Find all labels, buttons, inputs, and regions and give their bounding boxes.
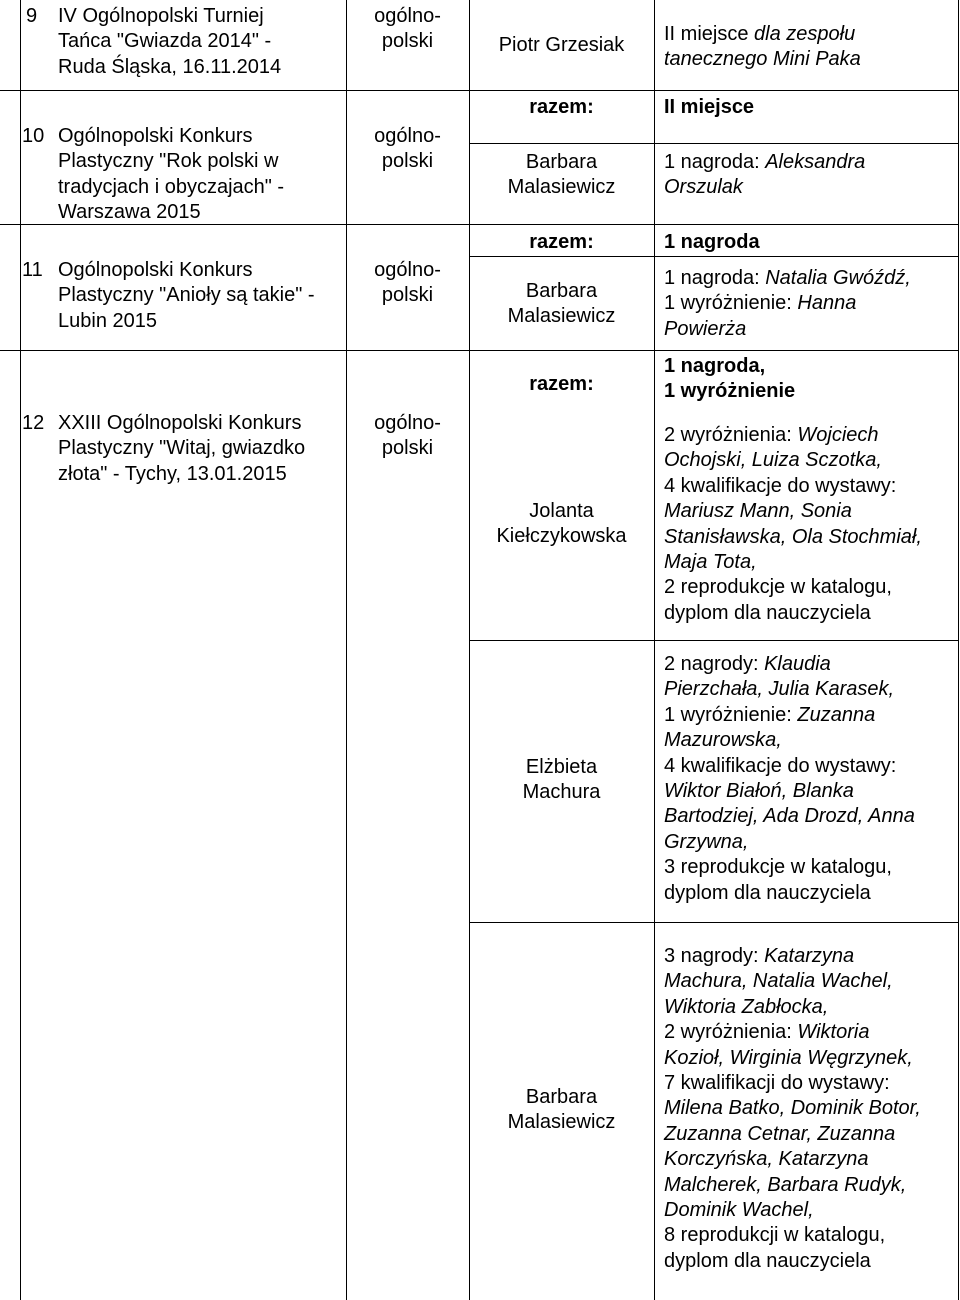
row-number: 11 bbox=[22, 259, 43, 281]
row-number: 9 bbox=[26, 5, 38, 27]
teacher-name: Elżbieta Machura bbox=[522, 756, 601, 804]
teacher-name: Barbara Malasiewicz bbox=[507, 151, 616, 199]
teacher-name: Jolanta Kiełczykowska bbox=[496, 500, 627, 548]
grid-line bbox=[469, 143, 959, 144]
result-text: II miejsce dla zespołu tanecznego Mini Paka bbox=[664, 23, 861, 71]
grid-line bbox=[469, 256, 959, 257]
summary-result: 1 nagroda bbox=[664, 231, 760, 253]
summary-label: razem: bbox=[529, 373, 594, 395]
teacher-name: Barbara Malasiewicz bbox=[507, 280, 616, 328]
grid-line bbox=[958, 0, 959, 1300]
event-name: Ogólnopolski Konkurs Plastyczny "Rok polski w tradycjach i obyczajach" - Warszawa 2015 bbox=[58, 125, 285, 224]
grid-line bbox=[346, 0, 347, 1300]
event-scope: ogólno- polski bbox=[374, 5, 441, 53]
event-name: Ogólnopolski Konkurs Plastyczny "Anioły są takie" - Lubin 2015 bbox=[58, 259, 315, 332]
grid-line bbox=[469, 640, 959, 641]
row-number: 12 bbox=[22, 412, 45, 434]
teacher-name: Piotr Grzesiak bbox=[498, 34, 625, 56]
grid-line bbox=[20, 0, 21, 1300]
grid-line bbox=[654, 0, 655, 1300]
grid-line bbox=[469, 922, 959, 923]
summary-label: razem: bbox=[529, 96, 594, 118]
summary-result: 1 nagroda, 1 wyróżnienie bbox=[664, 355, 796, 403]
teacher-name: Barbara Malasiewicz bbox=[507, 1086, 616, 1134]
result-text: 1 nagroda: Aleksandra Orszulak bbox=[664, 151, 866, 199]
row-number: 10 bbox=[22, 125, 45, 147]
event-scope: ogólno- polski bbox=[374, 259, 441, 307]
result-text: 2 nagrody: Klaudia Pierzchała, Julia Karasek, 1 wyróżnienie: Zuzanna Mazurowska, 4 kwalifikacje do wystawy: Wiktor Białoń, Blanka Bartodziej, Ada Drozd, Anna Grzywna, 3 reprodukcje w katalogu, dyplom dla nauczyciela bbox=[664, 653, 915, 904]
event-name: IV Ogólnopolski Turniej Tańca "Gwiazda 2014" - Ruda Śląska, 16.11.2014 bbox=[58, 5, 282, 78]
summary-label: razem: bbox=[529, 231, 594, 253]
result-text: 1 nagroda: Natalia Gwóźdź, 1 wyróżnienie: Hanna Powierża bbox=[664, 267, 911, 340]
grid-line bbox=[0, 350, 959, 351]
event-name: XXIII Ogólnopolski Konkurs Plastyczny "Witaj, gwiazdko złota" - Tychy, 13.01.2015 bbox=[58, 412, 306, 485]
summary-result: II miejsce bbox=[664, 96, 755, 118]
result-text: 3 nagrody: Katarzyna Machura, Natalia Wachel, Wiktoria Zabłocka, 2 wyróżnienia: Wiktoria Kozioł, Wirginia Węgrzynek, 7 kwalifikacji do wystawy: Milena Batko, Dominik Botor, Zuzanna Cetnar, Zuzanna Korczyńska, Katarzyna Malcherek, Barbara Rudyk, Dominik Wachel, 8 reprodukcji w katalogu, dyplom dla nauczyciela bbox=[664, 945, 921, 1272]
event-scope: ogólno- polski bbox=[374, 412, 441, 460]
event-scope: ogólno- polski bbox=[374, 125, 441, 173]
grid-line bbox=[0, 90, 959, 91]
result-text: 2 wyróżnienia: Wojciech Ochojski, Luiza Sczotka, 4 kwalifikacje do wystawy: Mariusz Mann, Sonia Stanisławska, Ola Stochmiał, Maja Tota, 2 reprodukcje w katalogu, dyplom dla nauczyciela bbox=[664, 424, 922, 624]
